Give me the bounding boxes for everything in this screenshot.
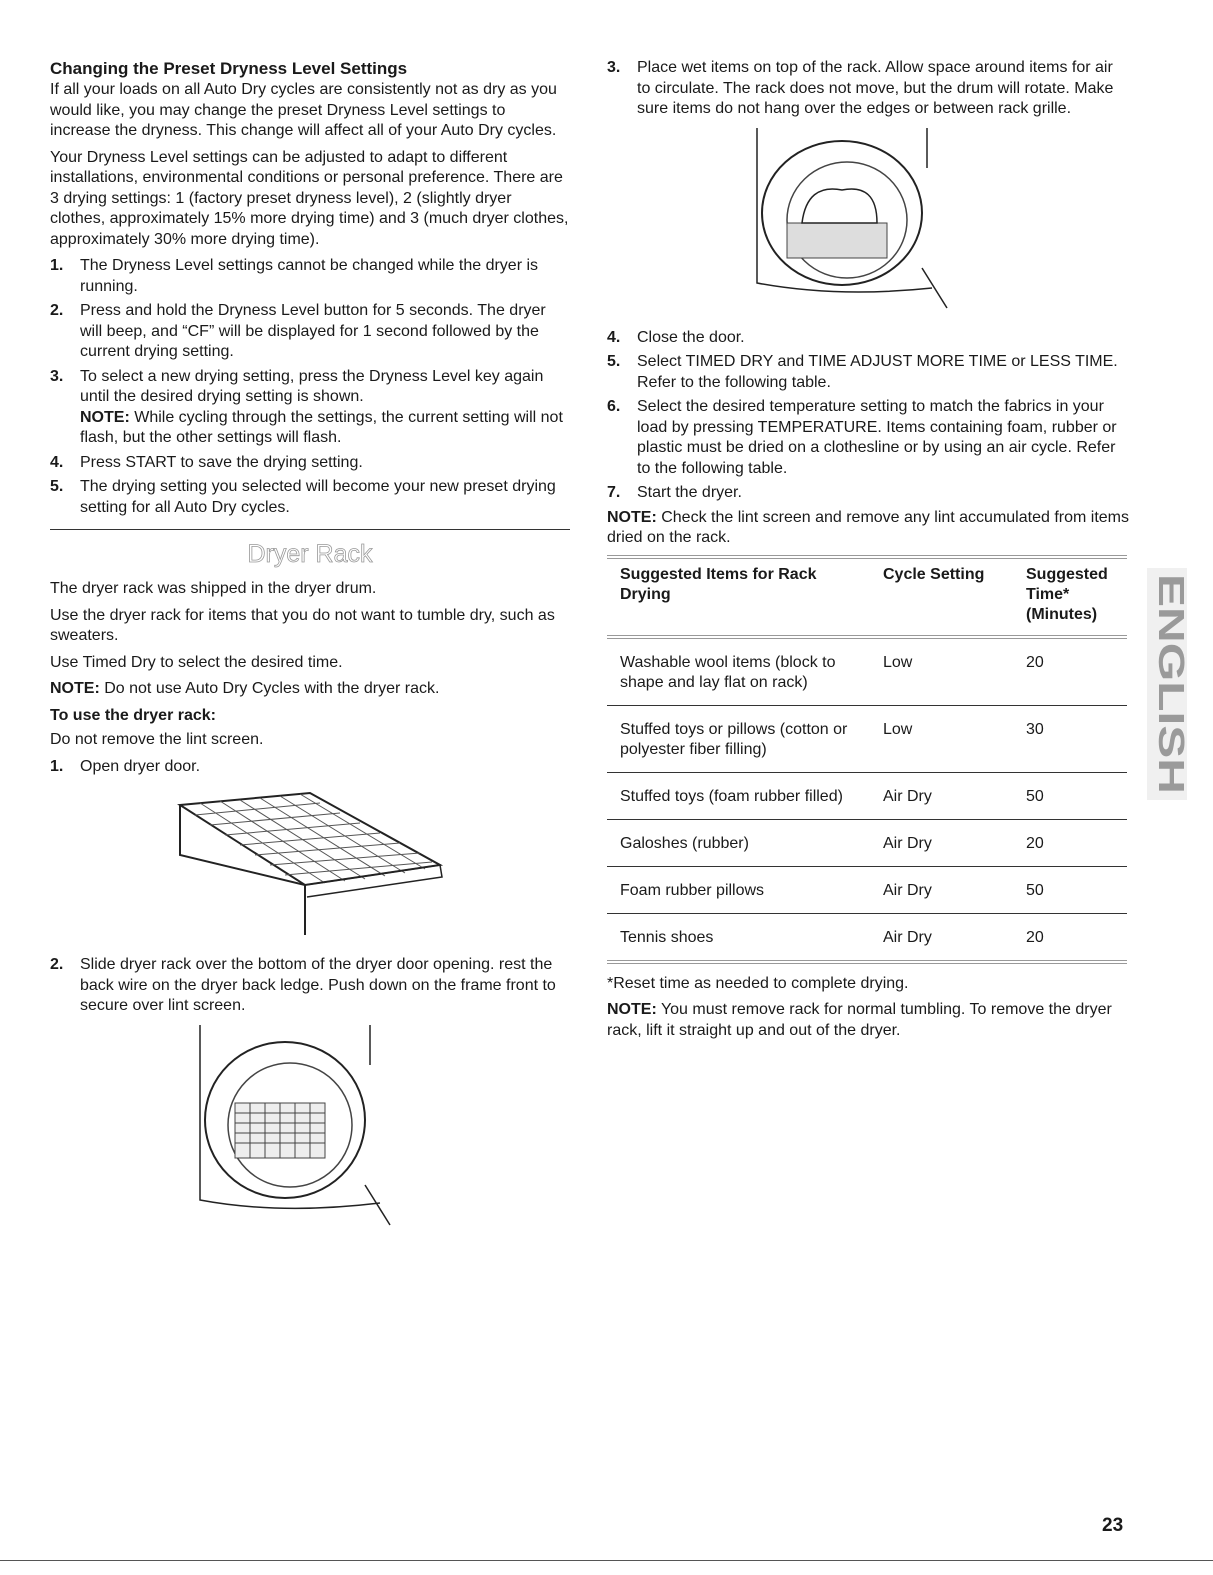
section-title-dryer-rack: Dryer Rack (247, 540, 373, 568)
right-column (607, 58, 1130, 1047)
list-item: 3. To select a new drying setting, press the Dryness Level key again until the desired drying setting is shown. NOTE: While cycling through the settings, the current setting will not flash, but the other settings will flash. (50, 367, 563, 446)
paragraph: Your Dryness Level settings can be adjusted to adapt to different installations, environmental conditions or personal preference. There are 3 drying settings: 1 (factory preset dryness level), 2 (slightly dryer clothes, approximately 15% more drying time) and 3 (much dryer clothes, approximately 30% more drying time). (50, 148, 569, 248)
paragraph: Do not remove the lint screen. (50, 731, 264, 748)
note: NOTE: Do not use Auto Dry Cycles with the dryer rack. (50, 680, 440, 697)
table-row: Tennis shoes Air Dry 20 (607, 913, 1127, 962)
section-heading-dryness: Changing the Preset Dryness Level Settings (50, 59, 408, 78)
list-item: 7. Start the dryer. (607, 484, 742, 501)
bottom-divider (0, 1560, 1213, 1561)
paragraph: If all your loads on all Auto Dry cycles are consistently not as dry as you would like, you may change the preset Dryness Level settings to increase the dryness. This change will affect all of your Auto Dry cycles. (50, 81, 557, 139)
list-item: 4. Close the door. (607, 328, 745, 346)
note: NOTE: You must remove rack for normal tumbling. To remove the dryer rack, lift it straight up and out of the dryer. (607, 1001, 1112, 1039)
list-item: 5. Select TIMED DRY and TIME ADJUST MORE TIME or LESS TIME. Refer to the following table. (607, 353, 1118, 391)
list-item: 2. Slide dryer rack over the bottom of the dryer door opening. rest the back wire on the dryer back ledge. Push down on the frame front to secure over lint screen. (50, 956, 556, 1014)
page-number: 23 (1102, 1515, 1124, 1536)
list-item: 4. Press START to save the drying setting. (50, 453, 363, 471)
list-item: 3. Place wet items on top of the rack. Allow space around items for air to circulate. The rack does not move, but the drum will rotate. Make sure items do not hang over the edges or between rack grille. (607, 59, 1114, 117)
divider (50, 529, 570, 530)
left-column (50, 58, 570, 1245)
table-row: Stuffed toys or pillows (cotton or polyester fiber filling) Low 30 (607, 705, 1127, 772)
paragraph: The dryer rack was shipped in the dryer drum. (50, 580, 377, 597)
items-on-rack-illustration (747, 128, 967, 318)
table-row: Foam rubber pillows Air Dry 50 (607, 866, 1127, 913)
note-label: NOTE: (80, 408, 130, 426)
dryer-rack-illustration (170, 785, 470, 945)
table-row: Stuffed toys (foam rubber filled) Air Dry 50 (607, 772, 1127, 819)
footnote: *Reset time as needed to complete drying. (607, 974, 909, 992)
table-header: Suggested Items for Rack Drying (620, 565, 817, 603)
list-item: 6. Select the desired temperature setting to match the fabrics in your load by pressing TEMPERATURE. Items containing foam, rubber or plastic must be dried on a clothesline or by using an air cycle. Refer to the following table. (607, 398, 1117, 477)
language-side-tab (1147, 568, 1192, 800)
rack-drying-table (607, 555, 1127, 964)
rack-in-dryer-illustration (190, 1025, 410, 1235)
dryness-steps (50, 256, 570, 518)
table-row: Washable wool items (block to shape and lay flat on rack) Low 20 (607, 637, 1127, 706)
paragraph: Use Timed Dry to select the desired time. (50, 653, 343, 671)
table-row: Galoshes (rubber) Air Dry 20 (607, 819, 1127, 866)
subheading-use-rack: To use the dryer rack: (50, 706, 216, 724)
side-tab-label: ENGLISH (1151, 574, 1192, 735)
table-header: Suggested Time* (Minutes) (1026, 565, 1108, 623)
table-header: Cycle Setting (883, 565, 985, 583)
list-item: 1. Open dryer door. (50, 757, 201, 775)
paragraph: Use the dryer rack for items that you do not want to tumble dry, such as sweaters. (50, 606, 555, 644)
list-item: 2. Press and hold the Dryness Level button for 5 seconds. The dryer will beep, and “CF” will be displayed for 1 second followed by the current drying setting. (50, 302, 546, 360)
list-item: 1. The Dryness Level settings cannot be changed while the dryer is running. (50, 257, 539, 295)
table-header-row (607, 557, 1127, 637)
list-item: 5. The drying setting you selected will become your new preset drying setting for all Auto Dry cycles. (50, 478, 556, 516)
note: NOTE: Check the lint screen and remove any lint accumulated from items dried on the rack. (607, 508, 1129, 546)
